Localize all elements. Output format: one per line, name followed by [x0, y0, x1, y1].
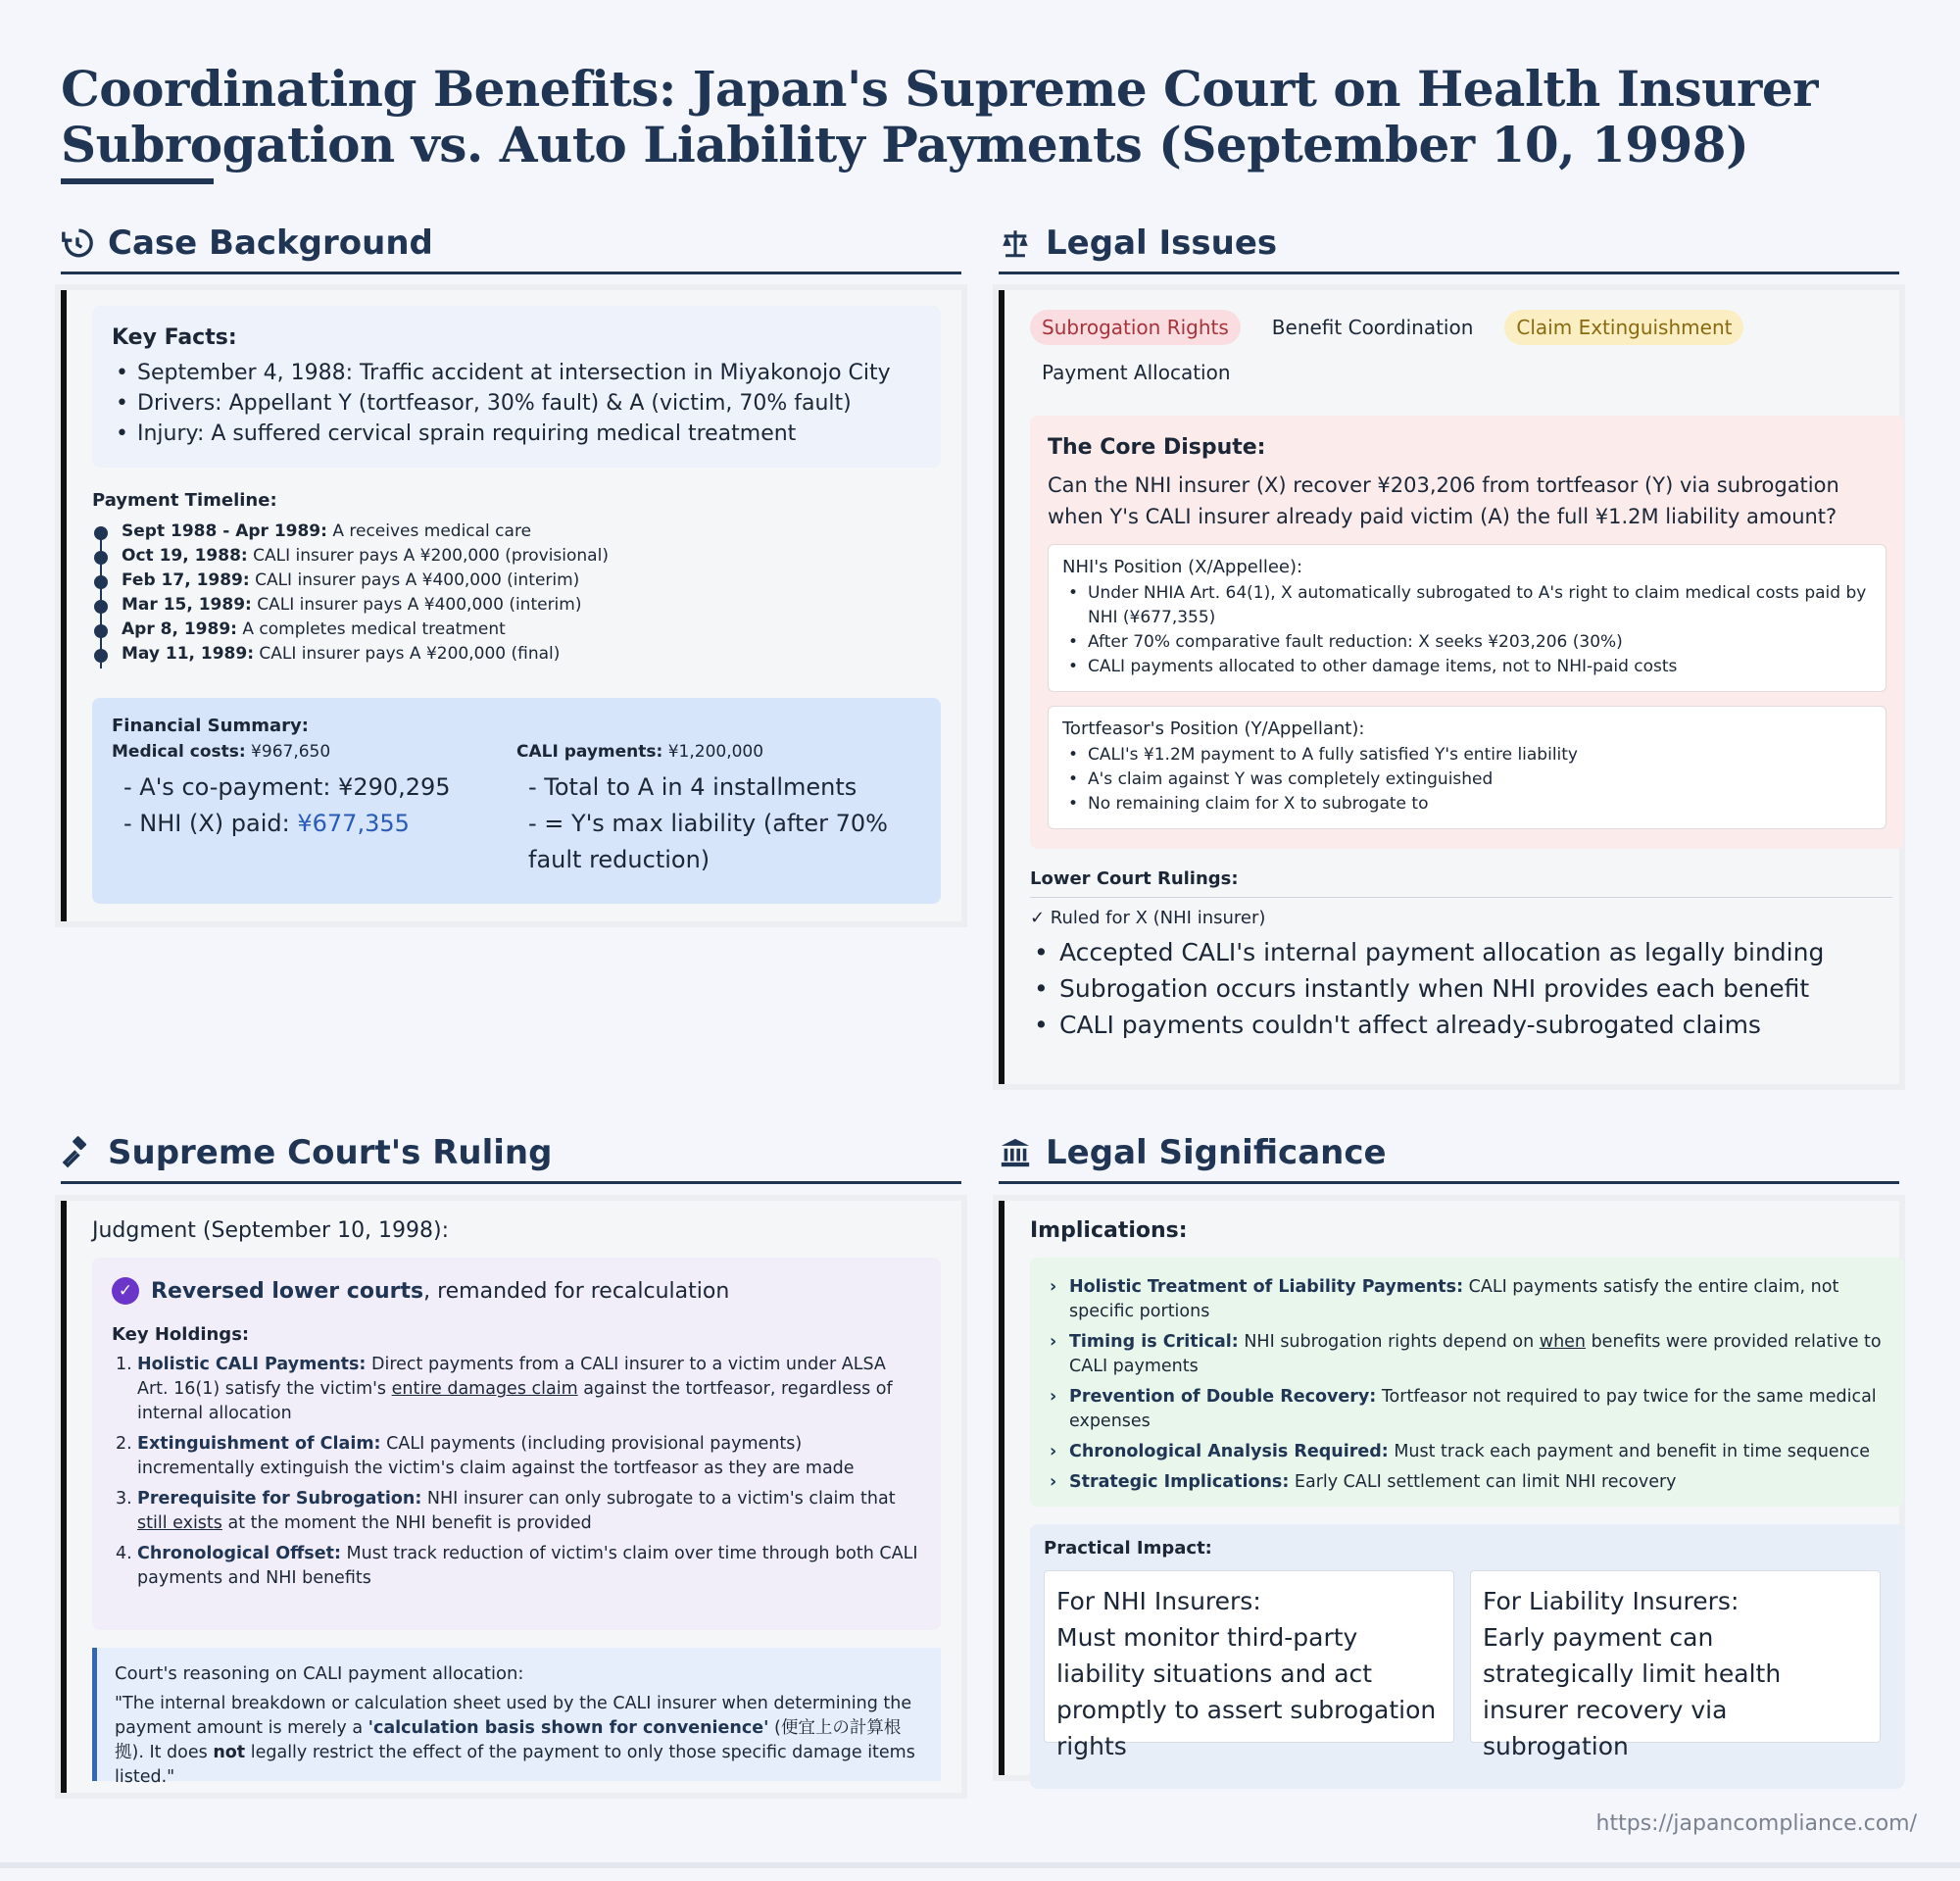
medical-costs-label: Medical costs: [112, 742, 246, 762]
section-title: Supreme Court's Ruling [108, 1132, 553, 1172]
timeline-item: Mar 15, 1989: CALI insurer pays A ¥400,000 (interim) [92, 593, 935, 618]
position-point: • After 70% comparative fault reduction: X seeks ¥203,206 (30%) [1062, 630, 1872, 655]
section-title: Case Background [108, 223, 433, 263]
landmark-icon [999, 1136, 1032, 1169]
footer-url[interactable]: https://japancompliance.com/ [1595, 1811, 1917, 1836]
tag-subrogation-rights: Subrogation Rights [1030, 310, 1241, 345]
title-underline [61, 178, 214, 184]
payment-timeline [92, 520, 935, 667]
section-heading-significance [999, 1123, 1899, 1184]
implications-label: Implications: [1030, 1218, 1188, 1243]
medical-costs-value: ¥967,650 [245, 742, 331, 762]
cali-payments-label: CALI payments: [516, 742, 663, 762]
lower-court-label: Lower Court Rulings: [1030, 868, 1892, 898]
key-fact: • Injury: A suffered cervical sprain requiring medical treatment [112, 419, 921, 449]
key-facts-label: Key Facts: [112, 325, 237, 350]
position-point: • A's claim against Y was completely extinguished [1062, 767, 1872, 792]
lower-court-rulings [1030, 868, 1892, 1043]
timeline-item: Feb 17, 1989: CALI insurer pays A ¥400,000 (interim) [92, 569, 935, 593]
holding-item: 1. Holistic CALI Payments: Direct payments from a CALI insurer to a victim under ALSA Art. 16(1) satisfy the victim's entire damages claim against the tortfeasor, regardless of internal allocation [116, 1355, 893, 1423]
court-reasoning-box [92, 1648, 941, 1787]
check-circle-icon: ✓ [112, 1277, 139, 1305]
section-title: Legal Issues [1046, 223, 1278, 263]
chevron-right-icon: › [1050, 1387, 1057, 1407]
timeline-item: Apr 8, 1989: A completes medical treatment [92, 618, 935, 642]
implication-item: › Strategic Implications: Early CALI settlement can limit NHI recovery [1044, 1470, 1890, 1495]
gavel-icon [61, 1136, 94, 1169]
tortfeasor-position-card [1048, 706, 1886, 829]
cali-max-liability-line: - = Y's max liability (after 70% fault reduction) [528, 810, 888, 873]
reasoning-quote: "The internal breakdown or calculation sheet used by the CALI insurer when determining the payment amount is merely a 'calculation basis shown for convenience' (便宜上の計算根拠). It does not legally restrict the effect of the payment to only those specific damage items listed." [115, 1694, 915, 1787]
implication-item: › Timing is Critical: NHI subrogation rights depend on when benefits were provided relative to CALI payments [1050, 1332, 1882, 1376]
tag-benefit-coordination: Benefit Coordination [1271, 316, 1474, 339]
timeline-label: Payment Timeline: [92, 490, 277, 511]
case-background-panel [61, 290, 961, 921]
chevron-right-icon: › [1050, 1472, 1057, 1492]
co-payment-line: - A's co-payment: ¥290,295 [123, 773, 451, 801]
card-title: For Liability Insurers: [1483, 1587, 1740, 1615]
page-title: Coordinating Benefits: Japan's Supreme Court on Health Insurer Subrogation vs. Auto Liability Payments (September 10, 1998) [61, 60, 1819, 173]
judgment-date: Judgment (September 10, 1998): [92, 1218, 450, 1243]
position-point: • CALI payments allocated to other damage items, not to NHI-paid costs [1062, 655, 1872, 679]
medical-costs-column [112, 742, 516, 878]
timeline-item: May 11, 1989: CALI insurer pays A ¥200,000 (final) [92, 642, 935, 667]
section-heading-background [61, 214, 961, 274]
practical-impact-label: Practical Impact: [1044, 1538, 1212, 1559]
ruling-panel [61, 1201, 961, 1793]
implications-box [1030, 1258, 1904, 1507]
tag-payment-allocation: Payment Allocation [1042, 361, 1231, 384]
issue-tags [1030, 310, 1892, 390]
lower-court-point: • Accepted CALI's internal payment allocation as legally binding [1030, 934, 1892, 970]
holdings-box [92, 1258, 941, 1630]
card-title: For NHI Insurers: [1056, 1587, 1261, 1615]
financial-summary-label: Financial Summary: [112, 716, 309, 736]
liability-insurers-card [1470, 1570, 1881, 1760]
financial-summary-box [92, 698, 941, 904]
chevron-right-icon: › [1050, 1332, 1057, 1352]
nhi-position-card [1048, 544, 1886, 692]
section-heading-ruling [61, 1123, 961, 1184]
holding-item: 3. Prerequisite for Subrogation: NHI insurer can only subrogate to a victim's claim that still exists at the moment the NHI benefit is provided [116, 1489, 896, 1533]
nhi-paid-line: - NHI (X) paid: ¥677,355 [123, 810, 410, 837]
reasoning-label: Court's reasoning on CALI payment allocation: [115, 1663, 524, 1684]
lower-court-point: • Subrogation occurs instantly when NHI provides each benefit [1030, 970, 1892, 1007]
scales-icon [999, 226, 1032, 260]
key-fact: • September 4, 1988: Traffic accident at intersection in Miyakonojo City [112, 358, 921, 388]
core-dispute-question: Can the NHI insurer (X) recover ¥203,206 from tortfeasor (Y) via subrogation when Y's CALI insurer already paid victim (A) the full ¥1.2M liability amount? [1048, 473, 1839, 528]
holding-item: 4. Chronological Offset: Must track reduction of victim's claim over time through both CALI payments and NHI benefits [116, 1544, 918, 1588]
core-dispute-box [1030, 416, 1904, 849]
key-facts-box [92, 306, 941, 468]
section-title: Legal Significance [1046, 1132, 1387, 1172]
ruling-outcome: ✓ Reversed lower courts, remanded for recalculation [112, 1277, 921, 1305]
bottom-divider [0, 1862, 1960, 1868]
core-dispute-label: The Core Dispute: [1048, 435, 1266, 460]
timeline-item: Oct 19, 1988: CALI insurer pays A ¥200,000 (provisional) [92, 544, 935, 569]
cali-payments-value: ¥1,200,000 [662, 742, 764, 762]
cali-installments-line: - Total to A in 4 installments [528, 773, 858, 801]
lower-court-point: • CALI payments couldn't affect already-subrogated claims [1030, 1007, 1892, 1043]
nhi-position-label: NHI's Position (X/Appellee): [1062, 557, 1303, 577]
card-text: Early payment can strategically limit health insurer recovery via subrogation [1483, 1623, 1782, 1760]
implication-item: › Chronological Analysis Required: Must track each payment and benefit in time sequence [1044, 1440, 1890, 1464]
section-heading-issues [999, 214, 1899, 274]
chevron-right-icon: › [1050, 1442, 1057, 1461]
legal-issues-panel [999, 290, 1899, 1084]
implication-item: › Prevention of Double Recovery: Tortfeasor not required to pay twice for the same medical expenses [1050, 1387, 1877, 1431]
key-holdings-label: Key Holdings: [112, 1324, 250, 1345]
position-point: • Under NHIA Art. 64(1), X automatically subrogated to A's right to claim medical costs paid by NHI (¥677,355) [1062, 581, 1872, 630]
implication-item: › Holistic Treatment of Liability Payments: CALI payments satisfy the entire claim, not specific portions [1050, 1277, 1839, 1321]
holding-item: 2. Extinguishment of Claim: CALI payments (including provisional payments) incrementally extinguish the victim's claim against the tortfeasor as they are made [116, 1434, 855, 1478]
timeline-item: Sept 1988 - Apr 1989: A receives medical care [92, 520, 935, 544]
practical-impact-box [1030, 1524, 1904, 1789]
key-fact: • Drivers: Appellant Y (tortfeasor, 30% fault) & A (victim, 70% fault) [112, 388, 921, 419]
position-point: • No remaining claim for X to subrogate to [1062, 792, 1872, 817]
nhi-insurers-card [1044, 1570, 1454, 1760]
cali-payments-column [516, 742, 921, 878]
tag-claim-extinguishment: Claim Extinguishment [1504, 310, 1743, 345]
tortfeasor-position-label: Tortfeasor's Position (Y/Appellant): [1062, 718, 1365, 739]
history-icon [61, 226, 94, 260]
lower-court-ruled: ✓ Ruled for X (NHI insurer) [1030, 908, 1266, 928]
nhi-paid-amount: ¥677,355 [297, 810, 410, 837]
significance-panel [999, 1201, 1899, 1775]
position-point: • CALI's ¥1.2M payment to A fully satisfied Y's entire liability [1062, 743, 1872, 767]
card-text: Must monitor third-party liability situations and act promptly to assert subrogation rights [1056, 1623, 1437, 1760]
chevron-right-icon: › [1050, 1277, 1057, 1297]
